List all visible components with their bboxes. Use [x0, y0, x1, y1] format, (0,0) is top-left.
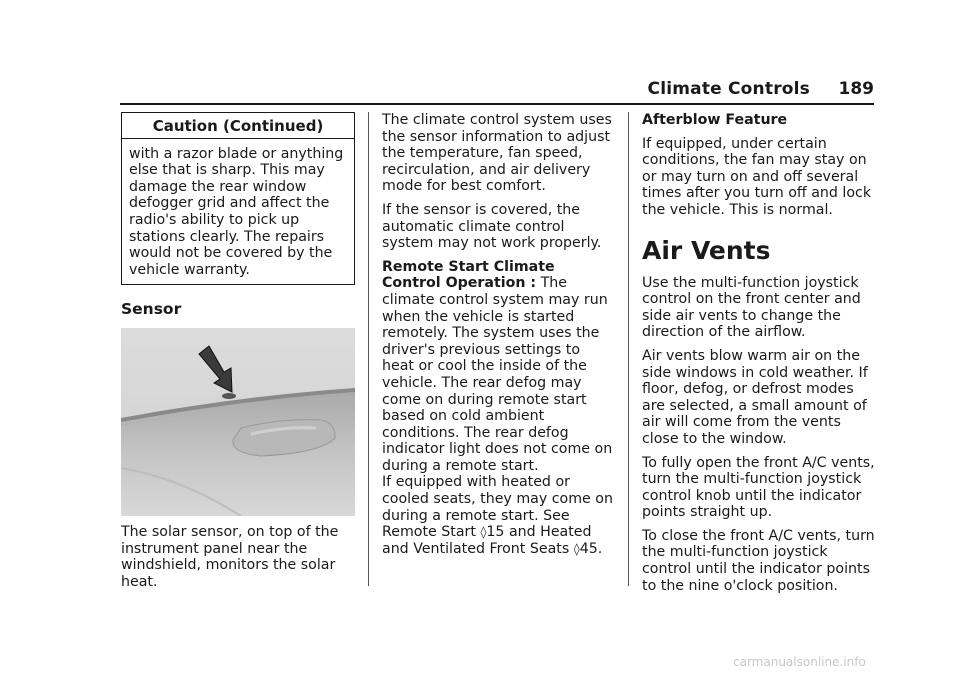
caution-box [121, 112, 355, 285]
column-3 [642, 112, 876, 601]
paragraph: Air vents blow warm air on the side windows in cold weather. If floor, defog, or defrost modes are selected, a small amount of air will come from the vents close to the window. [642, 347, 868, 447]
xref-icon: ◊ [480, 525, 487, 540]
afterblow-heading: Afterblow Feature [642, 112, 788, 128]
paragraph: The climate control system uses the sensor information to adjust the temperature, fan speed, recirculation, and air delivery mode for best comfort. [382, 112, 612, 195]
caution-text: with a razor blade or anything else that is sharp. This may damage the rear window defogger grid and affect the radio's ability to pick up stations clearly. The repairs would not be covered by the vehicle warranty. [129, 145, 344, 278]
paragraph [382, 259, 616, 475]
paragraph: If equipped, under certain conditions, the fan may stay on or may turn on and off several times after you turn off and lock the vehicle. This is normal. [642, 135, 872, 218]
text: and Heated and Ventilated Front Seats [382, 524, 592, 557]
column-divider [368, 112, 369, 586]
column-divider [628, 112, 629, 586]
column-2 [382, 112, 616, 564]
page-ref[interactable]: 15 [486, 524, 505, 541]
page-ref[interactable]: 45. [579, 540, 603, 557]
caution-title: Caution (Continued) [122, 113, 354, 139]
caution-body [122, 139, 354, 285]
paragraph: To close the front A/C vents, turn the multi-function joystick control until the indicator points to the nine o'clock position. [642, 527, 875, 594]
page-header [120, 79, 874, 105]
paragraph: If the sensor is covered, the automatic climate control system may not work properly. [382, 201, 602, 252]
solar-sensor-illustration [121, 328, 355, 516]
remote-start-heading: Remote Start Climate Control Operation : [382, 258, 555, 292]
sensor-caption: The solar sensor, on top of the instrument panel near the windshield, monitors the solar heat. [121, 523, 339, 590]
page-number: 189 [838, 79, 874, 99]
paragraph: To fully open the front A/C vents, turn the multi-function joystick control knob until the indicator points straight up. [642, 454, 875, 521]
remote-start-text: The climate control system may run when the vehicle is started remotely. The system uses the driver's previous settings to heat or cool the inside of the vehicle. The rear defog may come on during remote start based on cold ambient conditions. The rear defog indicator light does not come on during a remote start. [382, 275, 613, 474]
column-1 [121, 112, 355, 597]
paragraph: Use the multi-function joystick control on the front center and side air vents to change the direction of the airflow. [642, 274, 861, 341]
text: If equipped with heated or cooled seats, they may come on during a remote start. See Remote Start [382, 474, 613, 541]
section-title: Climate Controls [647, 79, 810, 99]
sensor-heading: Sensor [121, 300, 182, 319]
xref-icon: ◊ [573, 541, 580, 556]
paragraph [382, 474, 616, 557]
air-vents-heading: Air Vents [642, 235, 771, 265]
watermark: carmanualsonline.info [733, 655, 866, 669]
